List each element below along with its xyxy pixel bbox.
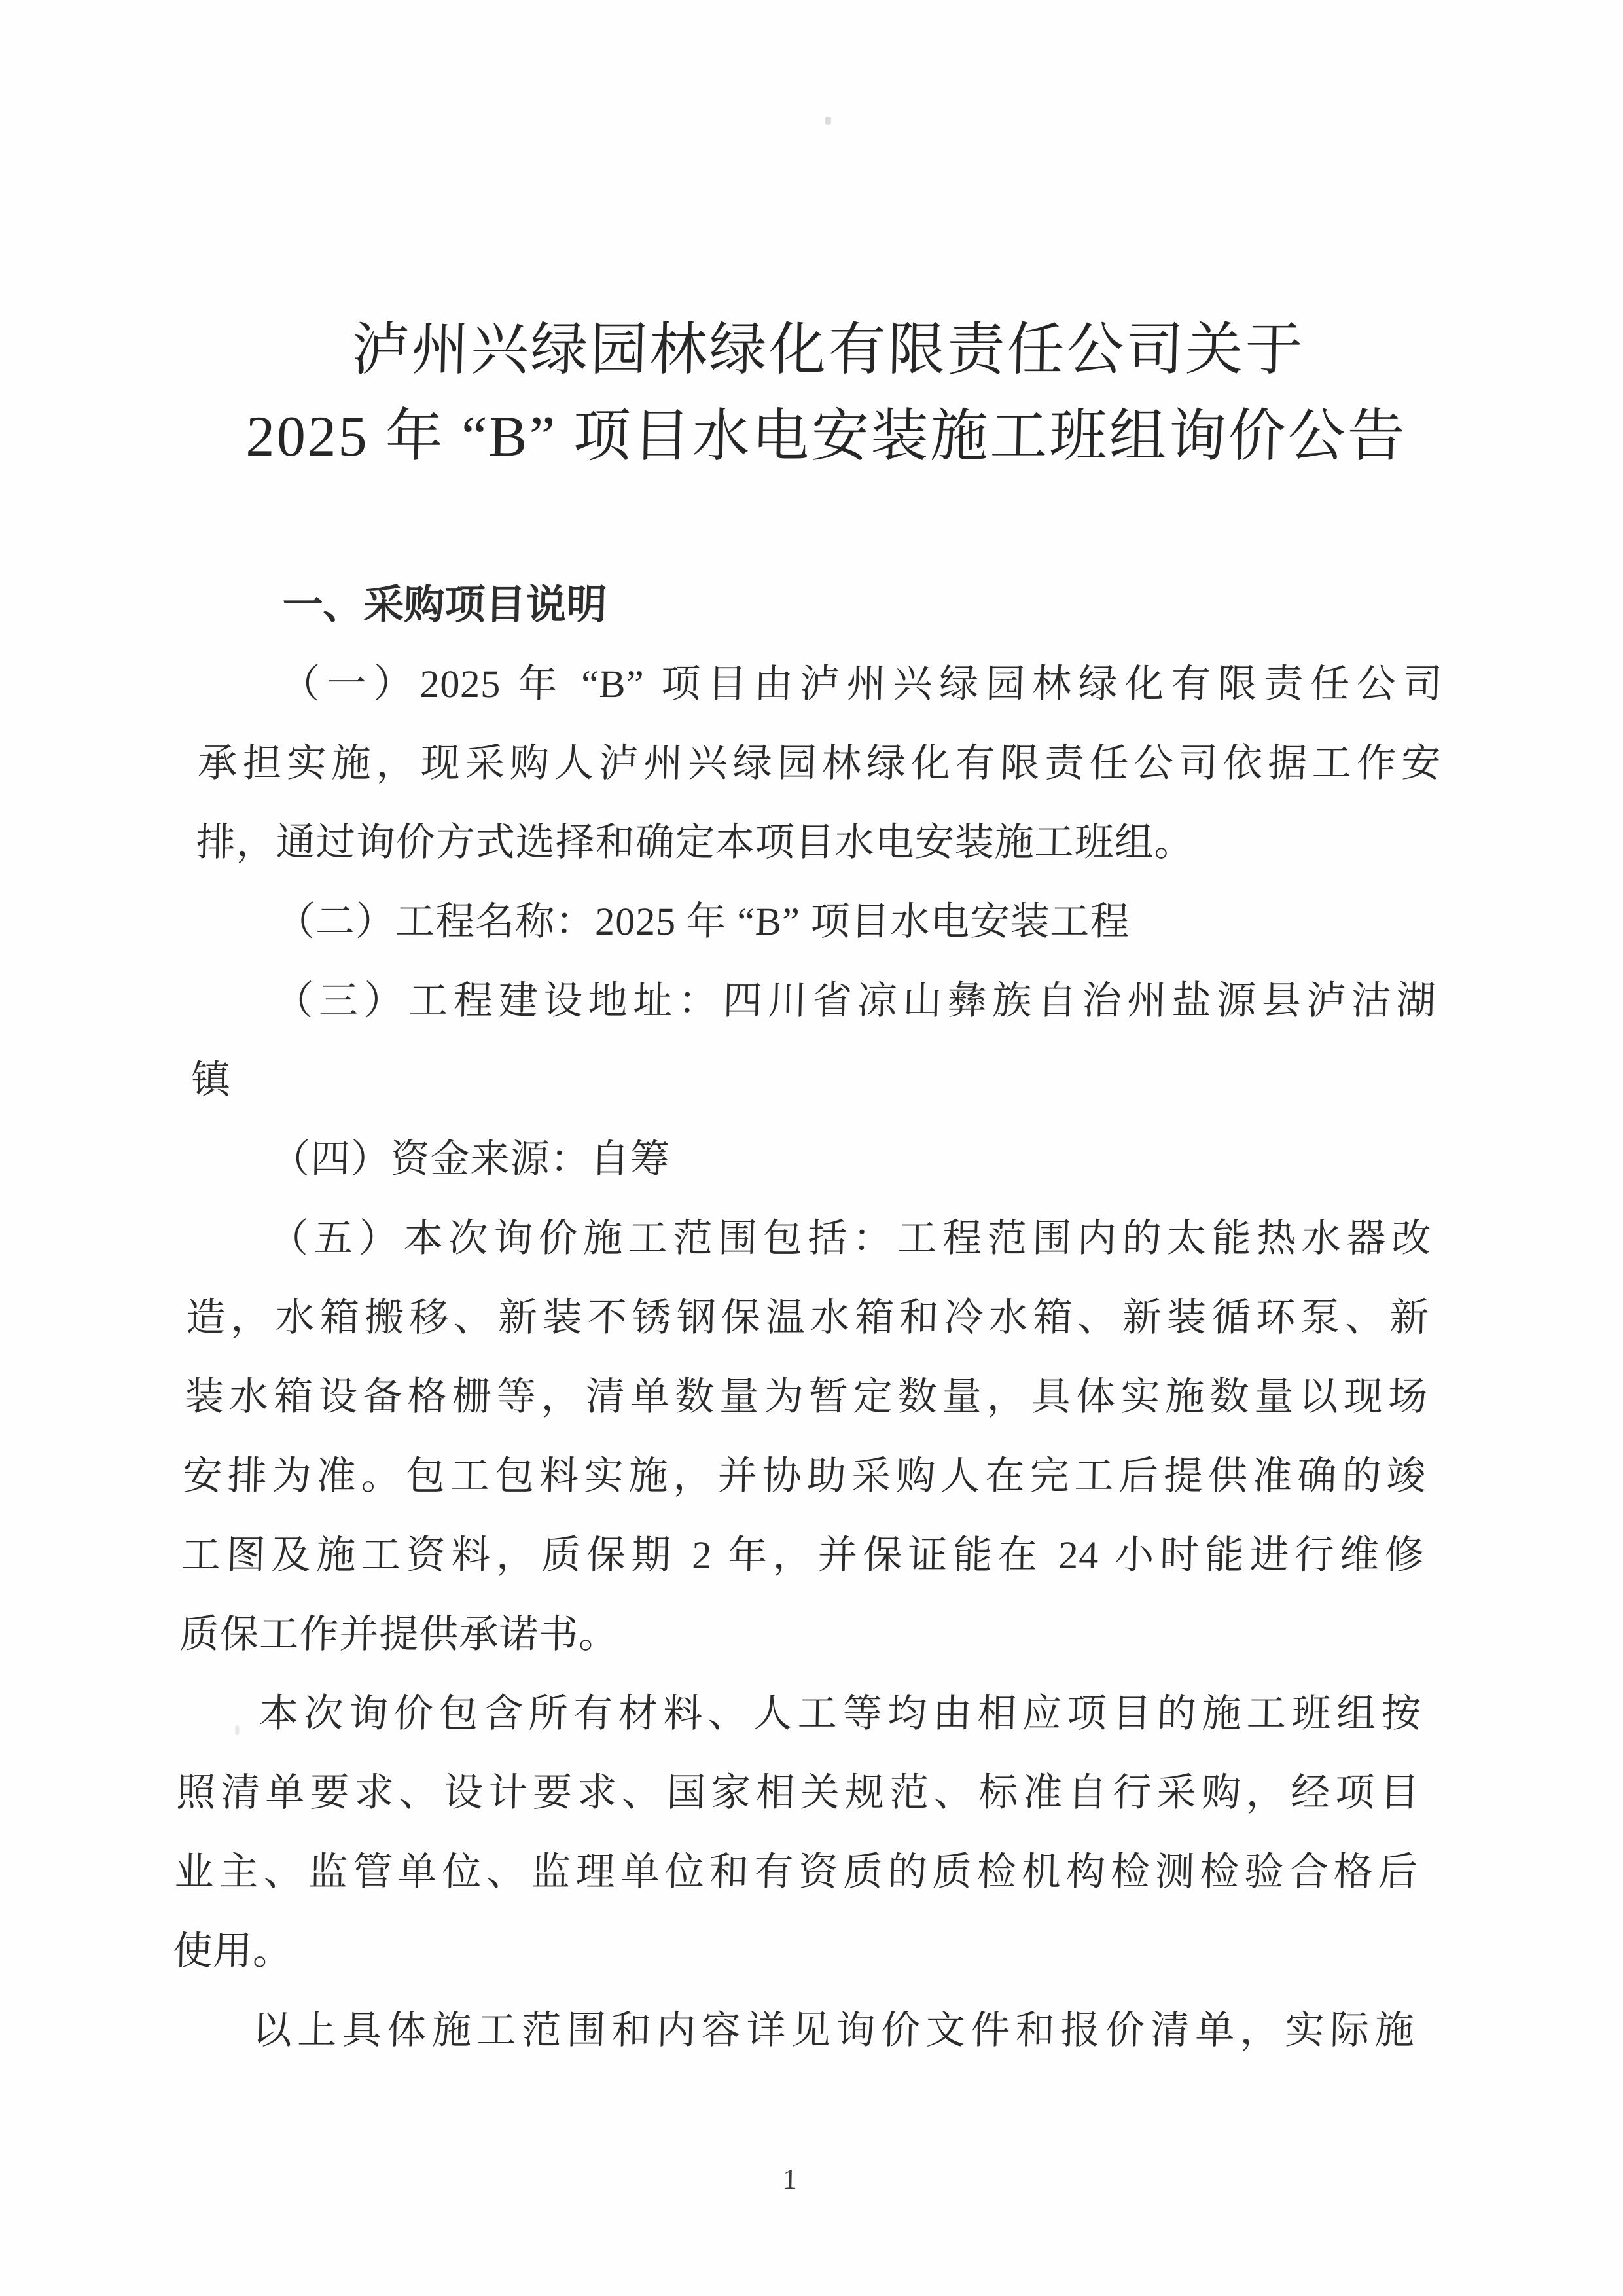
- body-line: （二）工程名称：2025 年 “B” 项目水电安装工程: [275, 900, 1131, 943]
- body-line: 照清单要求、设计要求、国家相关规范、标准自行采购，经项目: [175, 1771, 1421, 1814]
- body-line: 镇: [190, 1058, 232, 1102]
- body-line: 以上具体施工范围和内容详见询价文件和报价清单，实际施: [252, 2009, 1416, 2052]
- document-title-line1: 泸州兴绿园林绿化有限责任公司关于: [351, 319, 1306, 382]
- body-line: 安排为准。包工包料实施，并协助采购人在完工后提供准确的竣: [182, 1454, 1427, 1498]
- body-line: （一）2025 年 “B” 项目由泸州兴绿园林绿化有限责任公司: [280, 662, 1444, 706]
- body-line: 排，通过询价方式选择和确定本项目水电安装施工班组。: [196, 821, 1195, 864]
- body-line: 质保工作并提供承诺书。: [179, 1613, 620, 1656]
- document-title: [204, 308, 1451, 480]
- section-heading: 一、采购项目说明: [281, 583, 608, 628]
- body-line: 业主、监管单位、监理单位和有资质的质检机构检测检验合格后: [174, 1850, 1419, 1893]
- body-line: 装水箱设备格栅等，清单数量为暂定数量，具体实施数量以现场: [184, 1375, 1429, 1418]
- scan-artifact: [825, 117, 831, 125]
- page-number: 1: [782, 2163, 798, 2195]
- body-line: 工图及施工资料，质保期 2 年，并保证能在 24 小时能进行维修: [181, 1534, 1425, 1577]
- body-line: 使用。: [172, 1929, 293, 1973]
- body-line: 造，水箱搬移、新装不锈钢保温水箱和冷水箱、新装循环泵、新: [185, 1296, 1431, 1339]
- document-body: [170, 645, 1444, 2070]
- body-line: 承担实施，现采购人泸州兴绿园林绿化有限责任公司依据工作安: [197, 742, 1442, 785]
- body-line: （五）本次询价施工范围包括：工程范围内的太能热水器改: [268, 1217, 1432, 1260]
- body-line: 本次询价包含所有材料、人工等均由相应项目的施工班组按: [259, 1692, 1422, 1735]
- body-line: （四）资金来源：自筹: [270, 1138, 671, 1181]
- body-line: （三）工程建设地址：四川省凉山彝族自治州盐源县泸沽湖: [274, 979, 1437, 1022]
- document-title-line2: 2025 年 “B” 项目水电安装施工班组询价公告: [245, 405, 1408, 469]
